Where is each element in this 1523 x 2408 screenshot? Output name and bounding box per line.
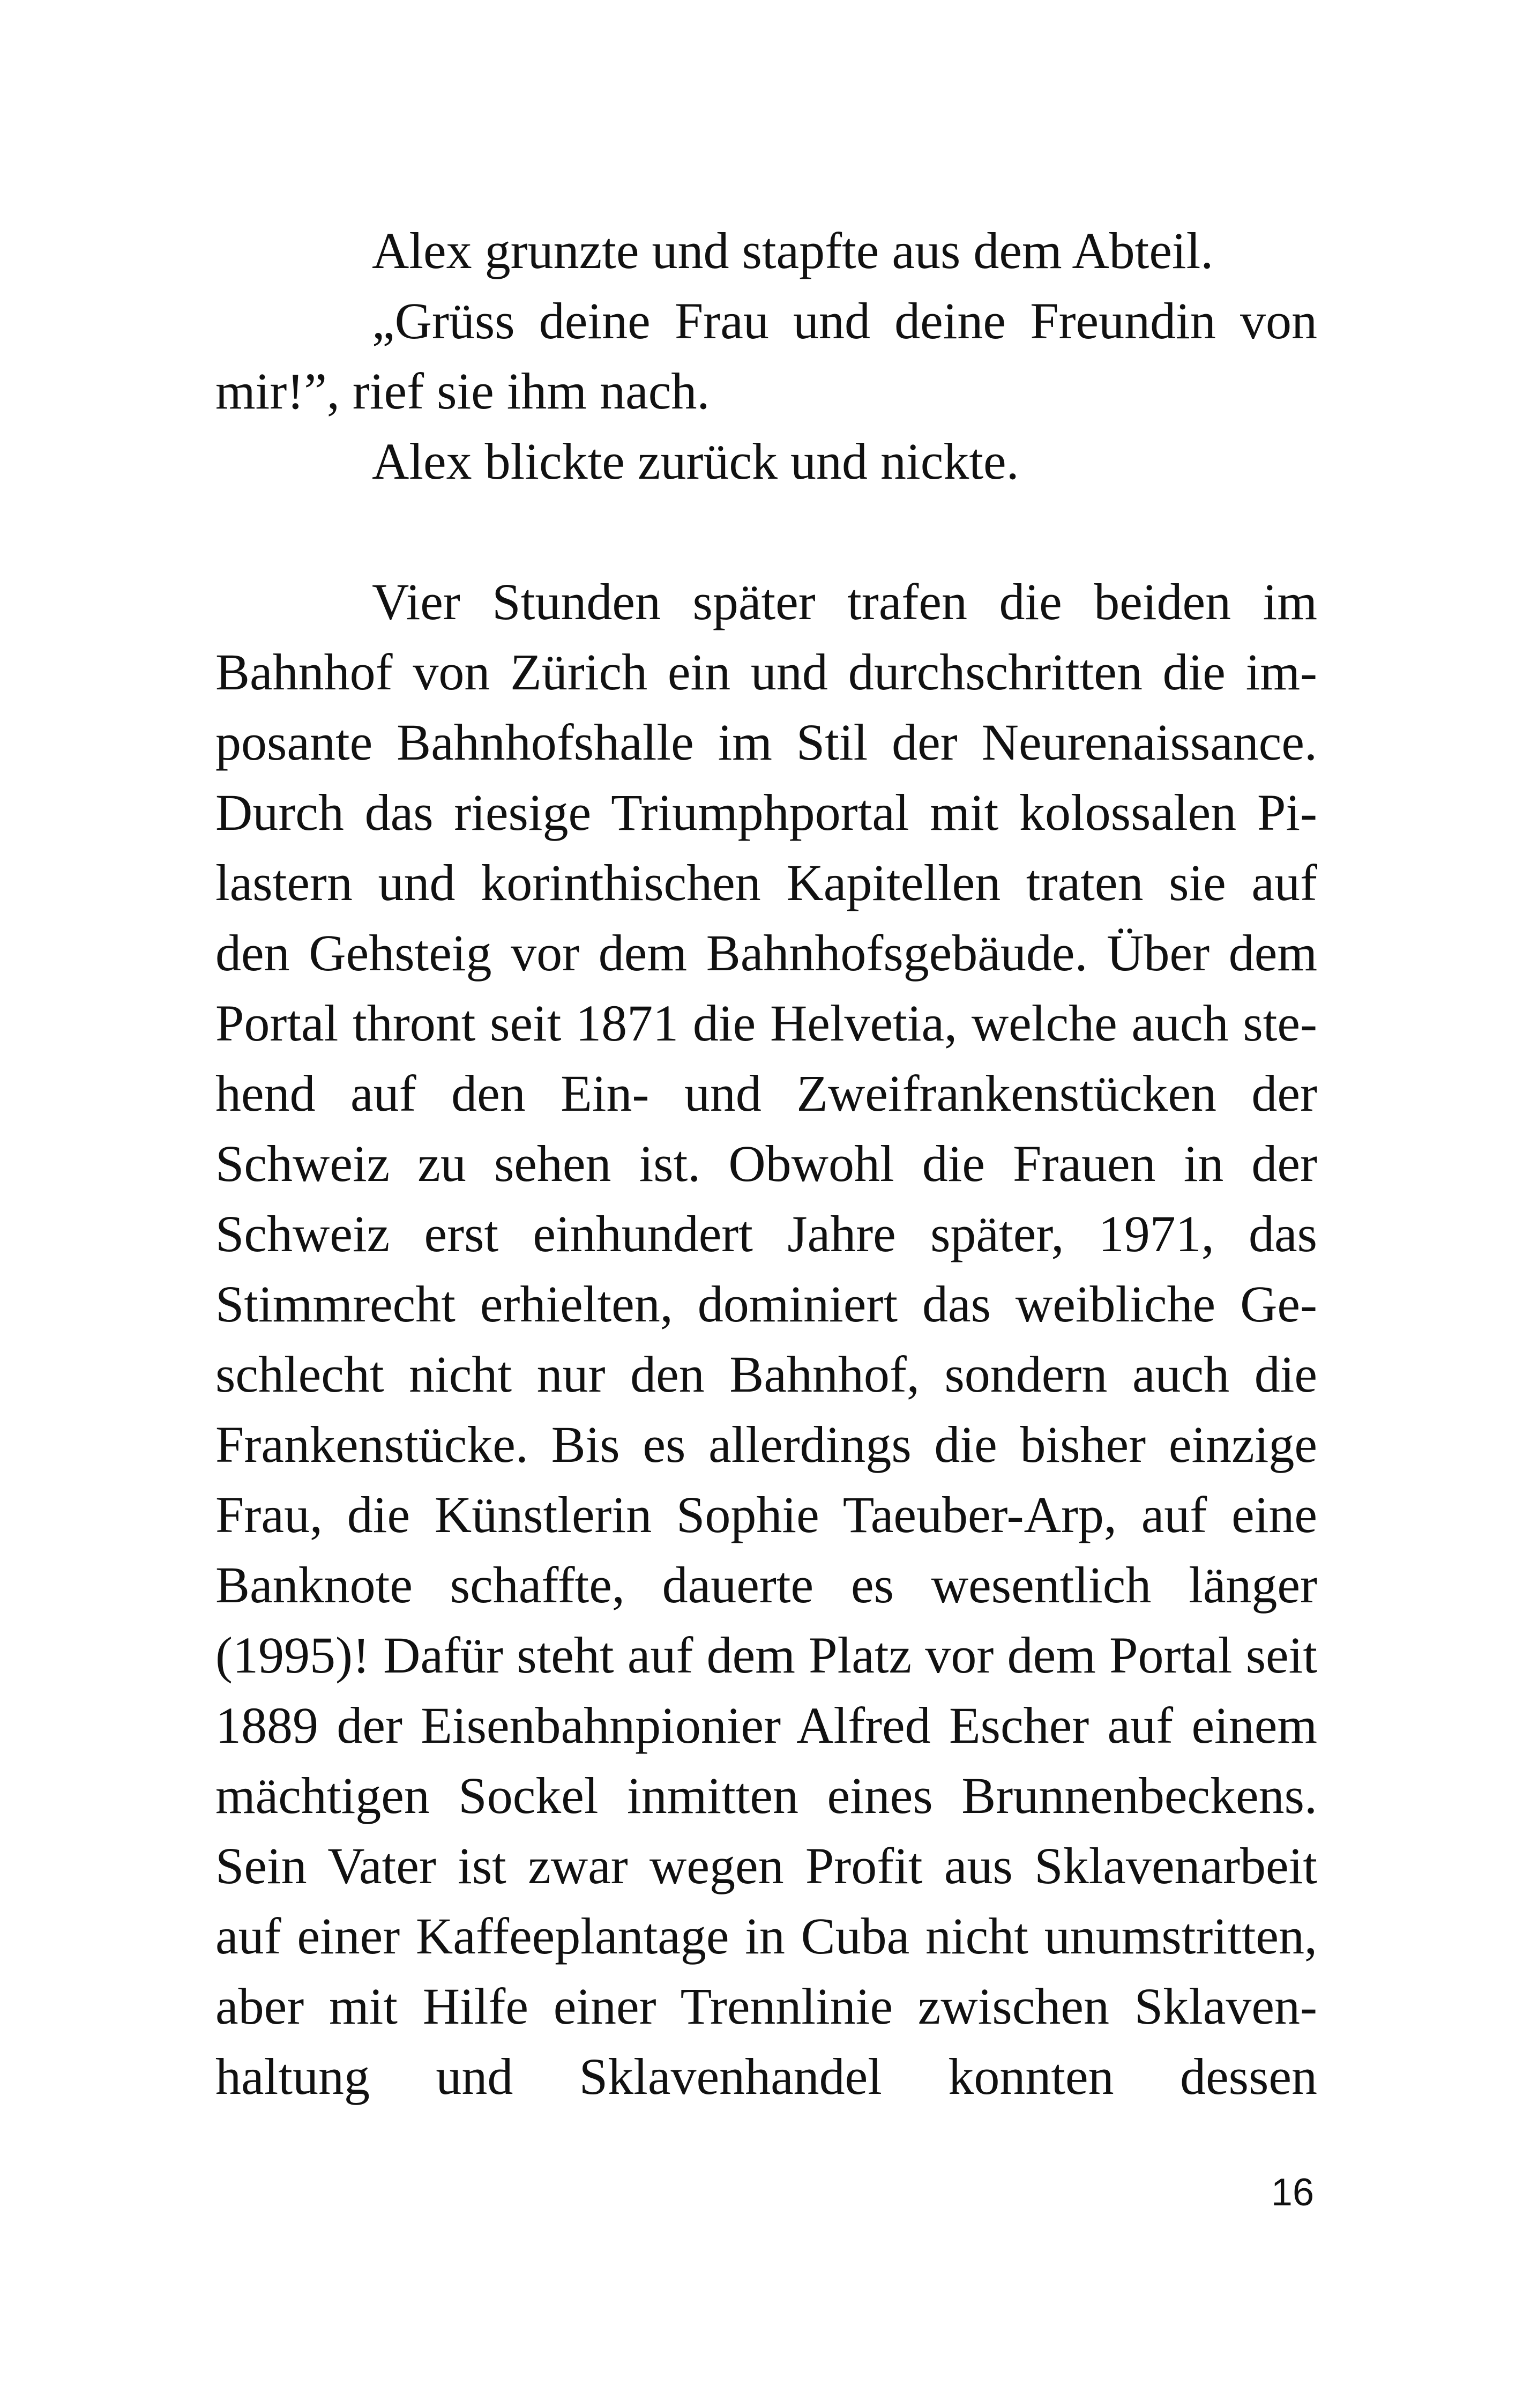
text-line: Sein Vater ist zwar wegen Profit aus Sklavenarbeit bbox=[215, 1837, 1317, 1894]
text-line: 1889 der Eisenbahnpionier Alfred Escher auf einem bbox=[215, 1697, 1317, 1754]
text-line: hend auf den Ein- und Zweifrankenstücken der bbox=[215, 1065, 1317, 1122]
paragraph-gap bbox=[215, 496, 1317, 567]
text-line: aber mit Hilfe einer Trennlinie zwischen Sklaven- bbox=[215, 1978, 1317, 2035]
text-line: Banknote schaffte, dauerte es wesentlich länger bbox=[215, 1556, 1317, 1614]
page-number: 16 bbox=[1271, 2171, 1314, 2214]
text-line: Portal thront seit 1871 die Helvetia, welche auch ste- bbox=[215, 994, 1317, 1052]
text-line: Alex blickte zurück und nickte. bbox=[372, 433, 1019, 490]
body-text bbox=[215, 215, 1317, 2112]
text-line: Schweiz zu sehen ist. Obwohl die Frauen in der bbox=[215, 1135, 1317, 1192]
text-line: (1995)! Dafür steht auf dem Platz vor dem Portal seit bbox=[215, 1626, 1317, 1684]
text-line: Schweiz erst einhundert Jahre später, 1971, das bbox=[215, 1205, 1317, 1262]
text-line: Durch das riesige Triumphportal mit kolossalen Pi- bbox=[215, 784, 1317, 841]
text-line: den Gehsteig vor dem Bahnhofsgebäude. Über dem bbox=[215, 924, 1317, 982]
text-line: posante Bahnhofshalle im Stil der Neurenaissance. bbox=[215, 714, 1317, 771]
text-line: Stimmrecht erhielten, dominiert das weibliche Ge- bbox=[215, 1275, 1317, 1333]
text-line: mir!”, rief sie ihm nach. bbox=[215, 362, 710, 420]
text-line: Bahnhof von Zürich ein und durchschritten die im- bbox=[215, 643, 1317, 701]
text-line: Frau, die Künstlerin Sophie Taeuber-Arp, auf eine bbox=[215, 1486, 1317, 1543]
text-line: lastern und korinthischen Kapitellen traten sie auf bbox=[215, 854, 1317, 911]
text-line: schlecht nicht nur den Bahnhof, sondern auch die bbox=[215, 1346, 1317, 1403]
text-line: Vier Stunden später trafen die beiden im bbox=[372, 573, 1317, 630]
text-line: auf einer Kaffeeplantage in Cuba nicht unumstritten, bbox=[215, 1907, 1317, 1965]
text-line: „Grüss deine Frau und deine Freundin von bbox=[372, 292, 1317, 350]
text-line: Frankenstücke. Bis es allerdings die bisher einzige bbox=[215, 1416, 1317, 1473]
text-line: Alex grunzte und stapfte aus dem Abteil. bbox=[372, 222, 1214, 279]
text-line: mächtigen Sockel inmitten eines Brunnenbeckens. bbox=[215, 1767, 1317, 1824]
text-line: haltung und Sklavenhandel konnten dessen bbox=[215, 2048, 1317, 2105]
